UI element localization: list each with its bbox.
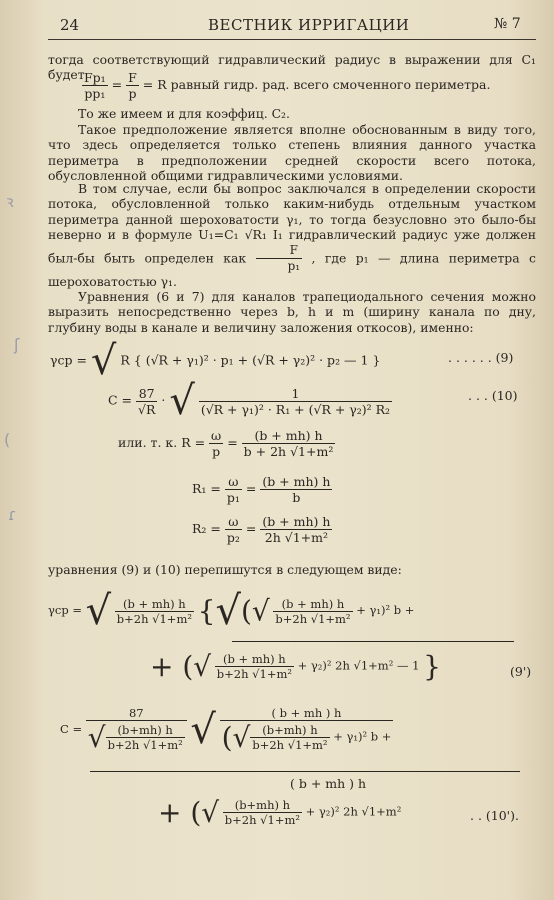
paragraph: Уравнения (6 и 7) для каналов трапециодального сечения можно выразить непосредственно через b, h и m (ширину канала по дну, глубину воды в канале и величину заложения откосов), именно: (48, 289, 536, 335)
formula-r1: R₁ = $\frac{\omega}{\text{p₁}}$ = $\frac{(b + mh) h}{b}$ (192, 474, 331, 505)
paragraph: тогда соответствующий гидравлический радиус в выражении для C₁ будет (48, 52, 536, 83)
formula-9-prime-line-2: + (√ $\frac{(b + mh) h}{\text{b+2h √1+m²}}$ + γ₂)² 2h √1+m² — 1 } (150, 650, 441, 683)
paragraph: В том случае, если бы вопрос заключался в определении скорости потока, обусловленной только каким-нибудь отдельным участком периметра данной шероховатости γ₁, то тогда безусловно это было-бы неверно и в формуле U₁=C₁ √R₁ I₁ гидравлический радиус уже должен был-бы быть определен как $\frac{F}{\text{p₁}}$ , где p₁ — длина периметра с шероховатостью γ₁. (48, 181, 536, 290)
journal-title: ВЕСТНИК ИРРИГАЦИИ (208, 16, 410, 34)
formula-9-prime-tag: (9') (510, 664, 532, 679)
fraction-bar (232, 641, 514, 642)
formula-10-prime-line-1: C = 87 √ $\frac{(b+mh) h}{\text{b+2h √1+m²}}$ √ ( b + mh ) h (√ $\frac{(b+mh) h}{\text{b+2h √1+m²}}$ + γ₁)² b + (60, 706, 392, 754)
margin-pencil-mark: ꝛ (6, 192, 14, 211)
fraction-bar (90, 771, 520, 772)
margin-pencil-mark: ( (4, 430, 11, 449)
formula-r2: R₂ = $\frac{\omega}{\text{p₂}}$ = $\frac{(b + mh) h}{\text{2h √1+m²}}$ (192, 514, 331, 545)
formula-9-tag: . . . . . . (9) (448, 350, 514, 365)
header-rule (48, 39, 536, 40)
running-header (0, 16, 554, 38)
paragraph: Такое предположение является вполне обоснованным в виду того, что здесь определяется только степень влияния данного участка периметра в предположении средней скорости всего потока, обусловленной общими гидравлическими условиями. (48, 122, 536, 184)
formula-r: или. т. к. R = $\frac{\omega}{p}$ = $\frac{(b + mh) h}{\text{b + 2h √1+m²}}$ (118, 428, 334, 459)
page-number: 24 (60, 16, 80, 34)
paragraph: уравнения (9) и (10) перепишутся в следующем виде: (48, 562, 402, 577)
issue-number: № 7 (494, 16, 521, 32)
formula-10-prime-line-3: + (√ $\frac{(b+mh) h}{\text{b+2h √1+m²}}$ + γ₂)² 2h √1+m² (158, 796, 402, 829)
formula-10: C = $\frac{87}{√R}$ · √ $\frac{1}{\text{(√R + γ₁)² · R₁ + (√R + γ₂)² R₂}}$ (108, 378, 391, 424)
formula-9: γср = √ R { (√R + γ₁)² · p₁ + (√R + γ₂)² · p₂ — 1 } (50, 338, 381, 384)
formula-10-tag: . . . (10) (468, 388, 518, 403)
formula-hydraulic-radius: $\frac{\text{Fp₁}}{\text{pp₁}}$ = $\frac{F}{p}$ = R равный гидр. рад. всего смоченного периметра. (84, 70, 491, 101)
margin-pencil-mark: ʃ (14, 335, 20, 354)
margin-pencil-mark: ɾ (8, 505, 17, 524)
formula-10-prime-tag: . . (10'). (470, 808, 519, 823)
paragraph: То же имеем и для коэффиц. C₂. (78, 106, 290, 121)
formula-9-prime-line-1: γср = √ $\frac{(b + mh) h}{\text{b+2h √1+m²}}$ {√(√ $\frac{(b + mh) h}{\text{b+2h √1+m²}}$ + γ₁)² b + (48, 588, 415, 634)
formula-10-prime-middle: ( b + mh ) h (290, 776, 367, 791)
